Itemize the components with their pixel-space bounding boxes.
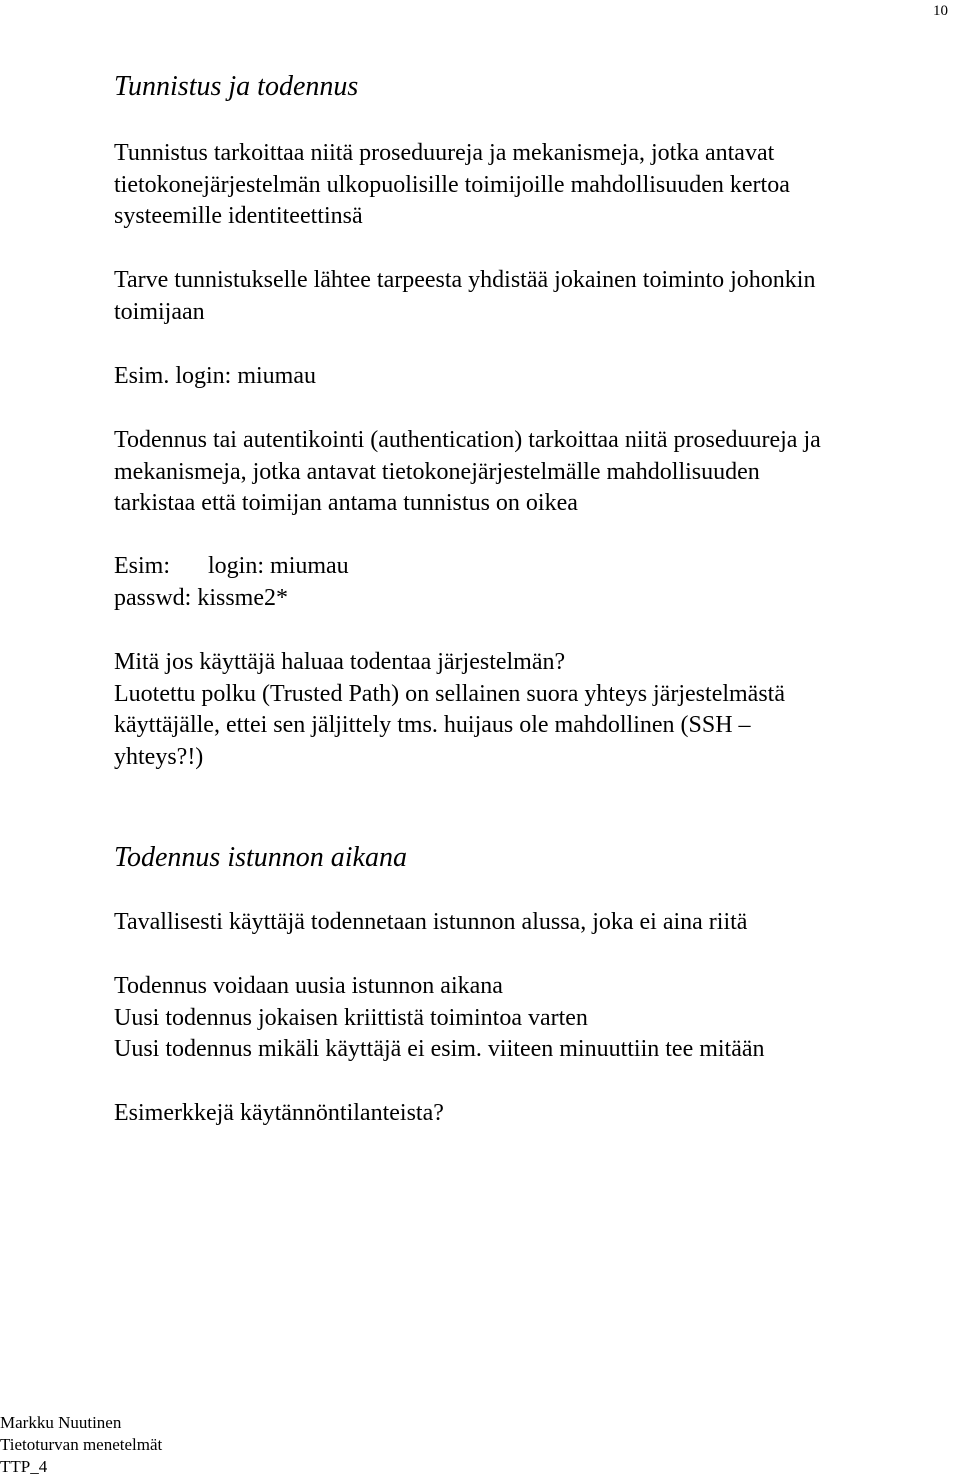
passwd-example: passwd: kissme2* bbox=[114, 584, 288, 611]
footer-author: Markku Nuutinen bbox=[0, 1413, 122, 1432]
paragraph-credentials-example bbox=[114, 551, 349, 614]
text-line: käyttäjälle, ettei sen jäljittely tms. huijaus ole mahdollinen (SSH – bbox=[114, 712, 751, 738]
text-line: toimijaan bbox=[114, 298, 205, 325]
paragraph-tunnistus-definition bbox=[114, 138, 790, 233]
text-line: Todennus tai autentikointi (authentication) tarkoittaa niitä proseduureja ja bbox=[114, 427, 821, 453]
section-heading-todennus-istunnon: Todennus istunnon aikana bbox=[114, 842, 407, 873]
text-line: yhteys?!) bbox=[114, 743, 204, 770]
text-line: mekanismeja, jotka antavat tietokonejärjestelmälle mahdollisuuden bbox=[114, 458, 760, 485]
text-line: Tunnistus tarkoittaa niitä proseduureja ja mekanismeja, jotka antavat bbox=[114, 140, 775, 166]
footer-code: TTP_4 bbox=[0, 1457, 48, 1476]
text-line: tietokonejärjestelmän ulkopuolisille toimijoille mahdollisuuden kertoa bbox=[114, 171, 790, 198]
paragraph-reauthentication bbox=[114, 971, 765, 1066]
paragraph-tunnistus-need bbox=[114, 265, 815, 328]
text-line: Tarve tunnistukselle lähtee tarpeesta yhdistää jokainen toiminto johonkin bbox=[114, 267, 816, 293]
text-line: Mitä jos käyttäjä haluaa todentaa järjestelmän? bbox=[114, 649, 566, 675]
text-line: Uusi todennus mikäli käyttäjä ei esim. viiteen minuuttiin tee mitään bbox=[114, 1036, 765, 1062]
footer-course: Tietoturvan menetelmät bbox=[0, 1435, 163, 1454]
paragraph-login-example bbox=[114, 361, 316, 393]
text-line: Esimerkkejä käytännöntilanteista? bbox=[114, 1100, 444, 1126]
text-line: Luotettu polku (Trusted Path) on sellainen suora yhteys järjestelmästä bbox=[114, 680, 785, 707]
page-number: 10 bbox=[933, 3, 948, 19]
paragraph-todennus-definition bbox=[114, 425, 821, 520]
example-label: Esim: bbox=[114, 553, 171, 579]
paragraph-session-start bbox=[114, 907, 747, 939]
text-line: Esim. login: miumau bbox=[114, 363, 316, 389]
paragraph-trusted-path bbox=[114, 647, 785, 773]
text-line: Todennus voidaan uusia istunnon aikana bbox=[114, 973, 503, 999]
section-heading-tunnistus: Tunnistus ja todennus bbox=[114, 71, 359, 102]
text-line: Tavallisesti käyttäjä todennetaan istunnon alussa, joka ei aina riitä bbox=[114, 909, 748, 935]
text-line: Uusi todennus jokaisen kriittistä toimintoa varten bbox=[114, 1004, 588, 1031]
text-line: systeemille identiteettinsä bbox=[114, 203, 363, 229]
text-line: tarkistaa että toimijan antama tunnistus on oikea bbox=[114, 490, 578, 516]
page-footer bbox=[0, 1412, 162, 1478]
paragraph-examples-question bbox=[114, 1098, 444, 1130]
login-example: login: miumau bbox=[208, 553, 349, 579]
text-line bbox=[114, 551, 349, 583]
